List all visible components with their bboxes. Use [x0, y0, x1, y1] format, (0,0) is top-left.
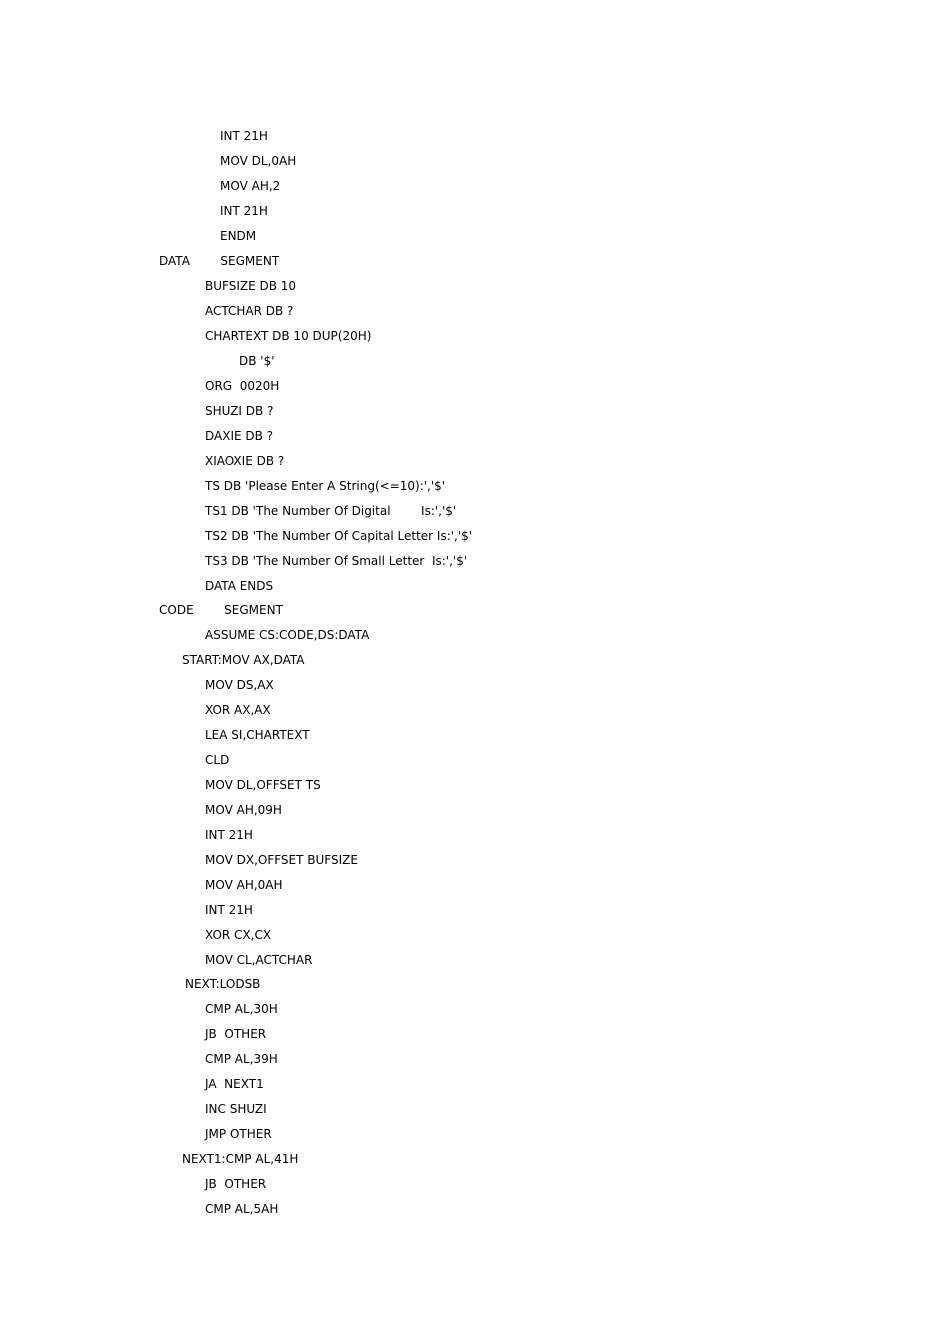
code-line: CODE SEGMENT [159, 603, 283, 617]
code-line: XOR AX,AX [205, 703, 271, 717]
code-line: ACTCHAR DB ? [205, 304, 294, 318]
code-line: TS3 DB 'The Number Of Small Letter Is:','$' [205, 554, 468, 568]
code-line: INC SHUZI [205, 1102, 267, 1116]
code-line: INT 21H [220, 204, 268, 218]
code-line: INT 21H [205, 828, 253, 842]
code-line: NEXT:LODSB [185, 977, 261, 991]
code-line: DB '$' [239, 354, 275, 368]
code-line: XOR CX,CX [205, 928, 272, 942]
code-line: JA NEXT1 [205, 1077, 264, 1091]
code-line: TS DB 'Please Enter A String(<=10):','$' [205, 479, 446, 493]
code-line: ORG 0020H [205, 379, 280, 393]
code-line: ASSUME CS:CODE,DS:DATA [205, 628, 370, 642]
code-line: CMP AL,5AH [205, 1202, 279, 1216]
code-line: CHARTEXT DB 10 DUP(20H) [205, 329, 372, 343]
code-line: MOV DL,OFFSET TS [205, 778, 321, 792]
code-line: SHUZI DB ? [205, 404, 274, 418]
code-line: INT 21H [220, 129, 268, 143]
code-line: BUFSIZE DB 10 [205, 279, 297, 293]
code-line: START:MOV AX,DATA [182, 653, 305, 667]
code-line: CLD [205, 753, 230, 767]
code-line: MOV DX,OFFSET BUFSIZE [205, 853, 358, 867]
code-line: DATA SEGMENT [159, 254, 280, 268]
code-line: MOV AH,0AH [205, 878, 283, 892]
code-line: INT 21H [205, 903, 253, 917]
code-line: MOV DS,AX [205, 678, 274, 692]
code-line: JMP OTHER [205, 1127, 272, 1141]
code-line: CMP AL,30H [205, 1002, 278, 1016]
code-line: LEA SI,CHARTEXT [205, 728, 310, 742]
code-line: JB OTHER [205, 1027, 267, 1041]
code-line: MOV AH,09H [205, 803, 282, 817]
code-line: ENDM [220, 229, 257, 243]
code-line: NEXT1:CMP AL,41H [182, 1152, 299, 1166]
code-line: MOV DL,0AH [220, 154, 297, 168]
code-line: TS1 DB 'The Number Of Digital Is:','$' [205, 504, 457, 518]
code-line: MOV AH,2 [220, 179, 281, 193]
code-line: XIAOXIE DB ? [205, 454, 285, 468]
code-line: CMP AL,39H [205, 1052, 278, 1066]
code-line: DATA ENDS [205, 579, 274, 593]
code-line: TS2 DB 'The Number Of Capital Letter Is:','$' [205, 529, 473, 543]
code-line: DAXIE DB ? [205, 429, 274, 443]
code-line: JB OTHER [205, 1177, 267, 1191]
code-line: MOV CL,ACTCHAR [205, 953, 313, 967]
